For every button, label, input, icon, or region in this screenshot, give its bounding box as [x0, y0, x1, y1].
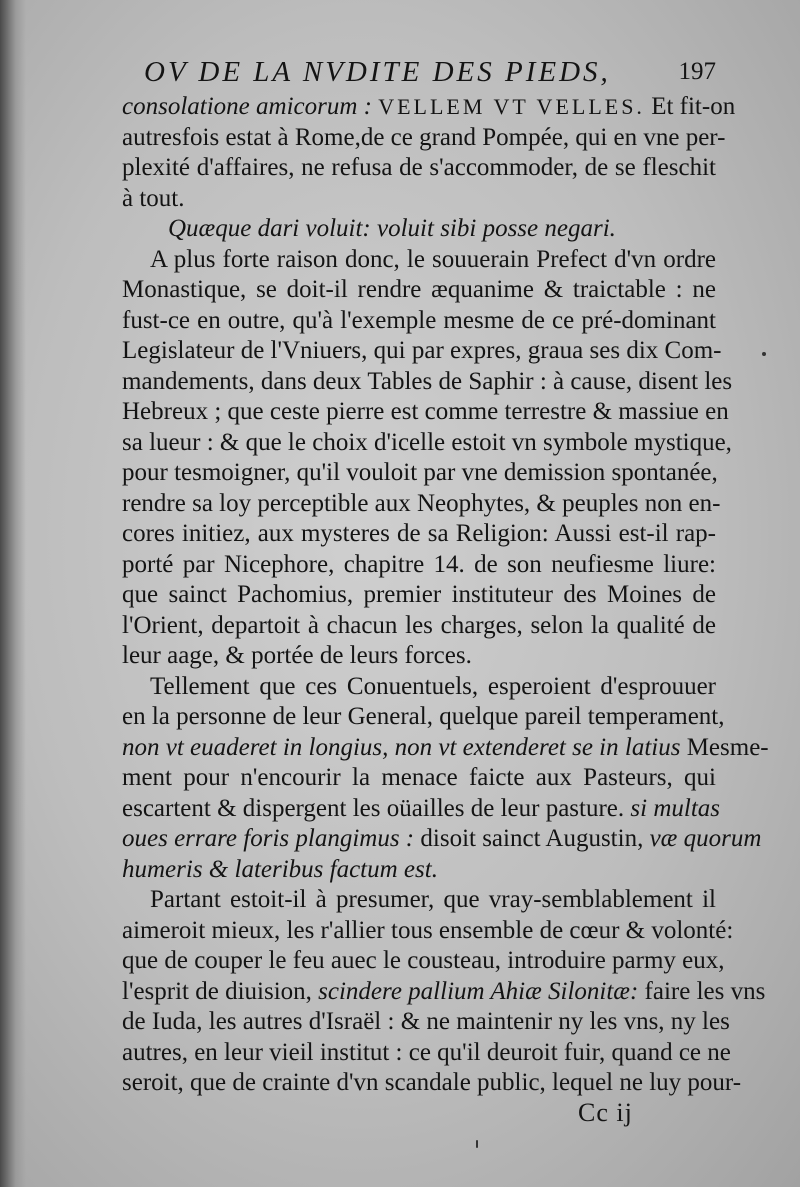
text-line [122, 1068, 742, 1099]
text-segment: Monastique, se doit-il rendre æquanime & traictable : ne [122, 276, 716, 303]
text-segment: Hebreux ; que ceste pierre est comme terrestre & massiue en [122, 398, 729, 425]
italic-segment: scindere pallium Ahiæ Silonitæ: [318, 977, 639, 1005]
text-segment: l'Orient, departoit à chacun les charges, selon la qualité de [122, 611, 716, 639]
text-line [122, 977, 766, 1008]
text-line [122, 519, 716, 550]
text-segment: A plus forte raison donc, le souuerain Prefect d'vn ordre [150, 245, 716, 273]
text-line [122, 306, 716, 337]
text-segment: leur aage, & portée de leurs forces. [122, 642, 472, 669]
small-caps-segment: VELLEM VT VELLES. [378, 94, 645, 119]
text-segment: seroit, que de crainte d'vn scandale public, lequel ne luy pour- [122, 1069, 742, 1096]
text-line [122, 702, 725, 733]
italic-segment: consolatione amicorum : [122, 93, 379, 120]
italic-segment: Quæque dari voluit: voluit sibi posse negari. [168, 215, 616, 242]
text-line [122, 550, 716, 581]
text-segment: que de couper le feu auec le cousteau, introduire parmy eux, [122, 947, 725, 974]
page-gutter-shadow [0, 0, 26, 1187]
text-line [122, 794, 721, 825]
text-line [122, 946, 725, 977]
text-segment: sa lueur : & que le choix d'icelle estoit vn symbole mystique, [122, 428, 732, 456]
text-line [122, 580, 716, 611]
text-line [122, 641, 716, 672]
text-line [122, 672, 716, 703]
text-segment: porté par Nicephore, chapitre 14. de son neufiesme liure: [122, 550, 716, 578]
page-number: 197 [678, 58, 716, 85]
text-segment: fust-ce en outre, qu'à l'exemple mesme de ce pré-dominant [122, 306, 716, 334]
text-segment: rendre sa loy perceptible aux Neophytes, & peuples non en- [122, 489, 721, 517]
running-header [144, 56, 716, 89]
text-line [122, 916, 734, 947]
italic-segment: oues errare foris plangimus : [122, 825, 421, 852]
text-segment: Tellement que ces Conuentuels, esperoient d'esprouuer [150, 672, 716, 700]
text-segment: en la personne de leur General, quelque pareil temperament, [122, 703, 725, 730]
text-line [122, 153, 716, 184]
text-segment: escartent & dispergent les oüailles de leur pasture. [122, 794, 631, 822]
text-segment: Legislateur de l'Vniuers, qui par expres, graua ses dix Com- [122, 337, 722, 364]
text-line [122, 489, 721, 520]
ink-speck [762, 352, 766, 356]
text-line [122, 214, 716, 245]
text-line [122, 763, 716, 794]
italic-segment: humeris & lateribus factum est. [122, 855, 438, 883]
text-segment: que sainct Pachomius, premier instituteur des Moines de [122, 581, 716, 608]
text-segment: Et fit-on [644, 93, 736, 120]
body-text [122, 92, 769, 1099]
text-line [122, 885, 716, 916]
text-line [122, 1007, 730, 1038]
text-segment: pour tesmoigner, qu'il vouloit par vne demission spontanée, [122, 459, 718, 486]
text-line [122, 855, 716, 886]
text-line [122, 458, 716, 489]
text-line [122, 428, 732, 459]
text-line [122, 397, 729, 428]
text-segment: Mesme- [680, 733, 769, 761]
italic-segment: si multas [630, 794, 721, 822]
text-segment: à tout. [122, 184, 185, 212]
ink-speck [476, 1140, 478, 1148]
text-segment: faire les vns [638, 977, 766, 1005]
text-line [122, 275, 716, 306]
text-segment: aimeroit mieux, les r'allier tous ensemble de cœur & volonté: [122, 916, 734, 944]
text-line [122, 367, 733, 398]
text-line [122, 1038, 731, 1069]
text-segment: Partant estoit-il à presumer, que vray-semblablement il [150, 886, 716, 913]
italic-segment: non vt euaderet in longius, non vt extenderet se in latius [122, 733, 681, 761]
text-line [122, 733, 769, 764]
signature-mark: Cc ij [578, 1098, 633, 1127]
text-segment: autresfois estat à Rome,de ce grand Pompée, qui en vne per- [122, 123, 726, 151]
text-line [122, 824, 762, 855]
text-segment: mandements, dans deux Tables de Saphir : à cause, disent les [122, 367, 733, 395]
text-segment: cores initiez, aux mysteres de sa Religion: Aussi est-il rap- [122, 520, 716, 547]
running-title: OV DE LA NVDITE DES PIEDS, [144, 56, 611, 88]
text-line [122, 245, 716, 276]
text-line [122, 184, 716, 215]
text-line [122, 336, 722, 367]
text-line [122, 611, 716, 642]
text-segment: autres, en leur vieil institut : ce qu'il deuroit fuir, quand ce ne [122, 1038, 731, 1066]
text-line [122, 123, 726, 154]
italic-segment: væ quorum [649, 825, 762, 852]
text-segment: de Iuda, les autres d'Israël : & ne maintenir ny les vns, ny les [122, 1008, 730, 1035]
text-segment: ment pour n'encourir la menace faicte aux Pasteurs, qui [122, 764, 716, 791]
text-segment: plexité d'affaires, ne refusa de s'accommoder, de se fleschit [122, 154, 716, 181]
text-segment: disoit sainct Augustin, [420, 825, 650, 852]
text-segment: l'esprit de diuision, [122, 977, 319, 1005]
text-line [122, 92, 736, 123]
